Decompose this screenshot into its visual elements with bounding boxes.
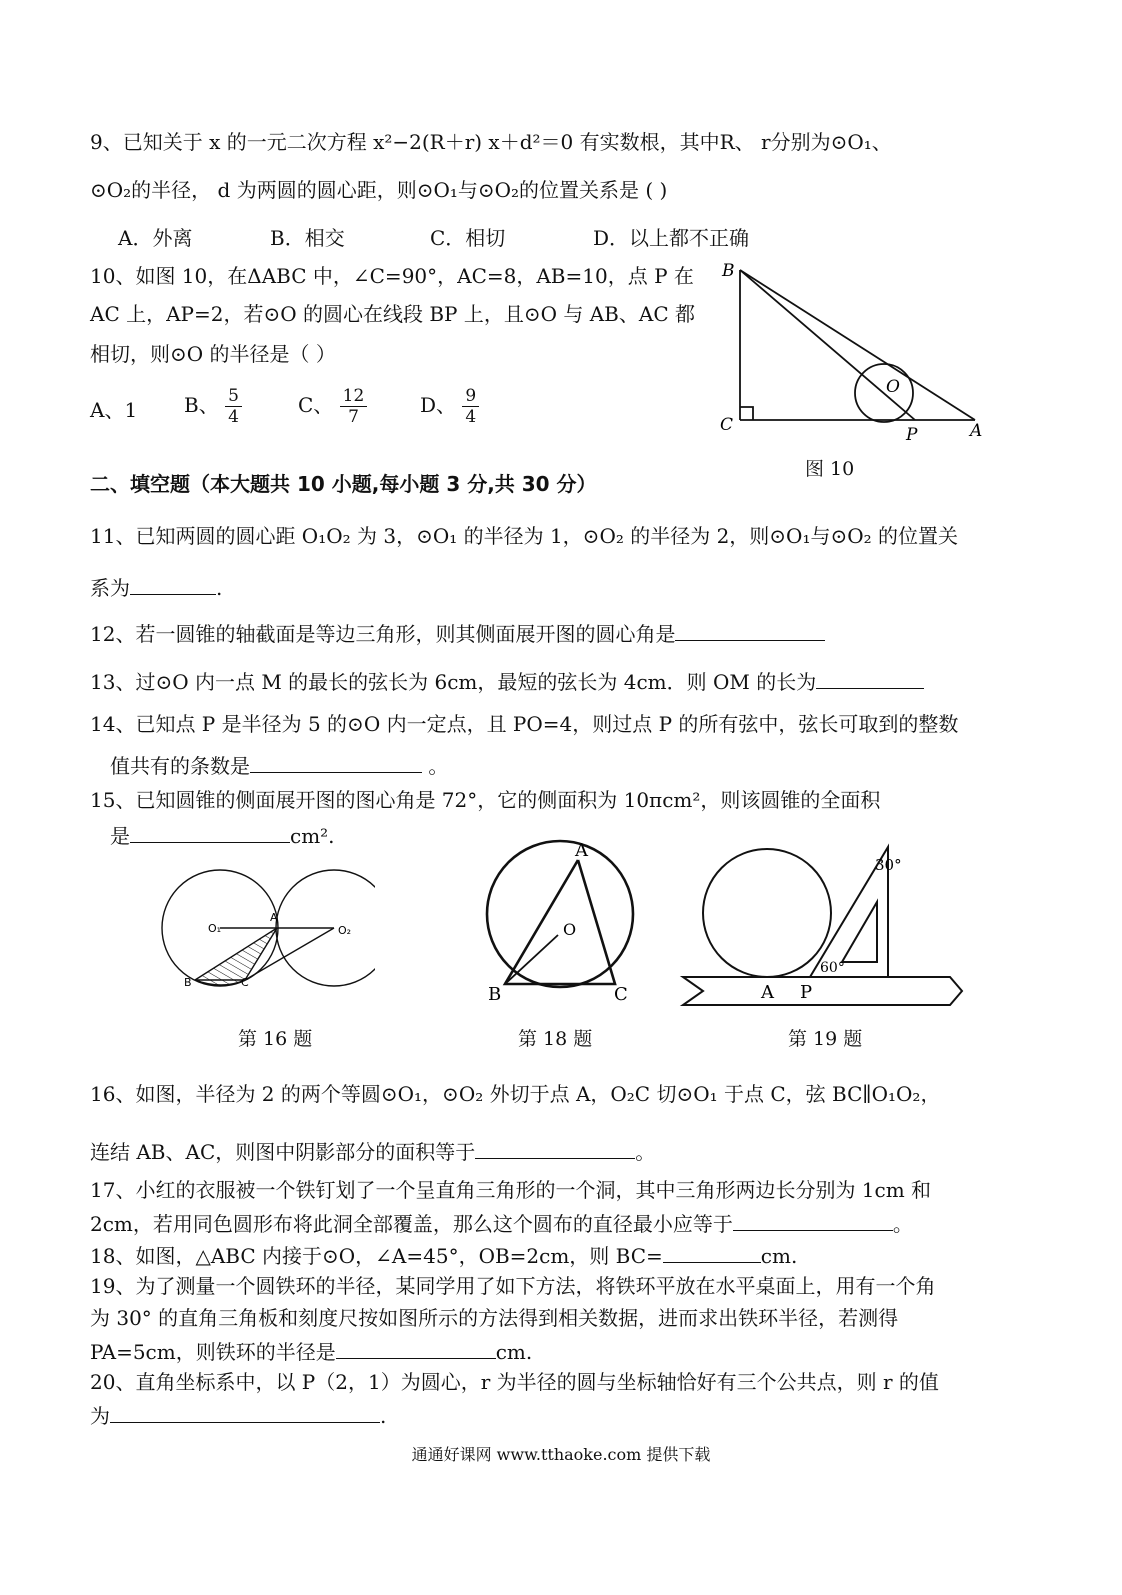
- fig19-label-p: P: [800, 982, 813, 1003]
- q18-text: 18、如图，△ABC 内接于⊙O，∠A=45°，OB=2cm，则 BC=: [90, 1244, 663, 1268]
- q9-option-b: B．相交: [270, 226, 345, 250]
- q13-answer-blank[interactable]: [816, 666, 924, 689]
- q12-answer-blank[interactable]: [675, 618, 825, 641]
- q10-line3: 相切，则⊙O 的半径是（ ）: [90, 342, 336, 366]
- q12-line: [90, 618, 825, 648]
- fig10-segment-bp: [740, 270, 915, 420]
- q18-line: [90, 1240, 797, 1270]
- q19-line3: [90, 1336, 532, 1366]
- q10-option-b-num: 5: [225, 386, 242, 407]
- fig18-circle-o: [487, 841, 633, 987]
- q19-line2: 为 30° 的直角三角板和刻度尺按如图所示的方法得到相关数据，进而求出铁环半径，若测得: [90, 1306, 899, 1330]
- fig19-ring-circle: [703, 849, 831, 977]
- q19-line1: 19、为了测量一个圆铁环的半径，某同学用了如下方法，将铁环平放在水平桌面上，用有一个角: [90, 1274, 936, 1298]
- figure-16: [155, 862, 375, 1002]
- q16-line2: [90, 1136, 655, 1166]
- fig10-label-a: A: [970, 421, 983, 441]
- q11-line1: 11、已知两圆的圆心距 O₁O₂ 为 3，⊙O₁ 的半径为 1，⊙O₂ 的半径为 2，则⊙O₁与⊙O₂ 的位置关: [90, 524, 958, 548]
- fig18-label-c: C: [614, 984, 628, 1005]
- q11-line2-text: 系为: [90, 576, 130, 600]
- q10-option-c-num: 12: [340, 386, 368, 407]
- fig10-right-angle-mark: [740, 407, 753, 420]
- fig18-label-a: A: [575, 840, 588, 861]
- q13-text: 13、过⊙O 内一点 M 的最长的弦长为 6cm，最短的弦长为 4cm．则 OM 的长为: [90, 670, 817, 694]
- fig16-label-b: B: [184, 976, 192, 989]
- q19-answer-blank[interactable]: [336, 1336, 496, 1359]
- fig19-label-a: A: [761, 982, 774, 1003]
- q10-option-b-fraction: [225, 386, 242, 427]
- fig18-label-b: B: [488, 984, 502, 1005]
- fig16-label-o1: O₁: [208, 922, 222, 935]
- q20-line2-end: .: [380, 1404, 387, 1428]
- fig16-label-c: C: [241, 976, 249, 989]
- q9-line1: 9、已知关于 x 的一元二次方程 x²−2(R＋r) x＋d²＝0 有实数根，其中R、 r分别为⊙O₁、: [90, 130, 892, 154]
- q16-line2-end: 。: [635, 1140, 656, 1164]
- fig10-caption: 图 10: [805, 458, 855, 480]
- q16-line1: 16、如图，半径为 2 的两个等圆⊙O₁，⊙O₂ 外切于点 A，O₂C 切⊙O₁ 于点 C，弦 BC∥O₁O₂，: [90, 1082, 941, 1106]
- fig19-label-angle30: 30°: [875, 856, 902, 874]
- q10-option-b: [184, 386, 242, 427]
- q15-line2-end: cm².: [290, 824, 335, 848]
- q10-option-c: [298, 386, 367, 427]
- fig16-label-a: A: [270, 911, 278, 924]
- fig16-caption: 第 16 题: [238, 1028, 313, 1050]
- fig16-label-o2: O₂: [338, 924, 352, 937]
- q11-line2-end: .: [216, 576, 223, 600]
- fig18-caption: 第 18 题: [518, 1028, 593, 1050]
- q16-answer-blank[interactable]: [475, 1136, 635, 1159]
- fig16-shaded-region: [195, 928, 277, 985]
- q15-answer-blank[interactable]: [130, 820, 290, 843]
- q12-text: 12、若一圆锥的轴截面是等边三角形，则其侧面展开图的圆心角是: [90, 622, 676, 646]
- fig10-label-c: C: [720, 415, 734, 435]
- q19-line3-end: cm.: [495, 1340, 533, 1364]
- q10-option-b-den: 4: [228, 407, 239, 427]
- q14-answer-blank[interactable]: [250, 750, 422, 773]
- q15-line2: [110, 820, 335, 850]
- figure-18: [475, 838, 645, 1008]
- fig10-side-ba: [740, 270, 975, 420]
- q14-line2-text: 值共有的条数是: [110, 754, 250, 778]
- q10-option-d-fraction: [462, 386, 479, 427]
- q17-line2-end: 。: [892, 1212, 913, 1236]
- fig18-triangle-abc: [505, 860, 615, 984]
- section-heading-fill-in: 二、填空题（本大题共 10 小题,每小题 3 分,共 30 分）: [90, 472, 597, 496]
- page-footer: 通通好课网 www.tthaoke.com 提供下载: [411, 1445, 711, 1464]
- figure-19: [675, 838, 975, 1018]
- q14-line2-end: 。: [422, 754, 449, 778]
- q14-line1: 14、已知点 P 是半径为 5 的⊙O 内一定点，且 PO=4，则过点 P 的所有弦中，弦长可取到的整数: [90, 712, 959, 736]
- q20-line2: [90, 1400, 386, 1430]
- q18-answer-blank[interactable]: [663, 1240, 761, 1263]
- q9-option-a: A．外离: [118, 226, 193, 250]
- q15-line2-text: 是: [110, 824, 130, 848]
- q9-line2: ⊙O₂的半径， d 为两圆的圆心距，则⊙O₁与⊙O₂的位置关系是 ( ): [90, 178, 668, 202]
- q19-line3-text: PA=5cm，则铁环的半径是: [90, 1340, 336, 1364]
- q10-option-d-den: 4: [465, 407, 477, 427]
- fig10-label-p: P: [906, 425, 918, 445]
- fig19-ruler: [683, 977, 962, 1005]
- q9-option-d: D．以上都不正确: [593, 226, 750, 250]
- figure-10: [715, 258, 995, 448]
- q17-line2: [90, 1208, 913, 1238]
- q17-answer-blank[interactable]: [733, 1208, 893, 1231]
- fig18-radius-ob: [505, 935, 558, 984]
- q17-line2-text: 2cm，若用同色圆形布将此洞全部覆盖，那么这个圆布的直径最小应等于: [90, 1212, 733, 1236]
- q20-line2-text: 为: [90, 1404, 110, 1428]
- q10-option-d-num: 9: [462, 386, 479, 407]
- fig19-caption: 第 19 题: [788, 1028, 863, 1050]
- q10-option-b-label: B、: [184, 393, 219, 417]
- q17-line1: 17、小红的衣服被一个铁钉划了一个呈直角三角形的一个洞，其中三角形两边长分别为 1cm 和: [90, 1178, 932, 1202]
- q13-line: [90, 666, 924, 696]
- q9-option-c: C．相切: [430, 226, 506, 250]
- fig10-label-b: B: [722, 261, 735, 281]
- fig10-label-o: O: [886, 377, 900, 397]
- q10-option-c-den: 7: [348, 407, 359, 427]
- q10-option-a: A、1: [90, 398, 138, 422]
- q10-line2: AC 上，AP=2，若⊙O 的圆心在线段 BP 上，且⊙O 与 AB、AC 都: [90, 302, 695, 326]
- q15-line1: 15、已知圆锥的侧面展开图的图心角是 72°，它的侧面积为 10πcm²，则该圆锥的全面积: [90, 788, 881, 812]
- fig19-label-angle60: 60°: [820, 960, 845, 976]
- q11-answer-blank[interactable]: [130, 572, 216, 595]
- q20-line1: 20、直角坐标系中，以 P（2，1）为圆心，r 为半径的圆与坐标轴恰好有三个公共点，则 r 的值: [90, 1370, 939, 1394]
- fig18-label-o: O: [563, 920, 577, 939]
- q10-option-c-fraction: [340, 386, 368, 427]
- q11-line2: [90, 572, 222, 602]
- q10-option-d-label: D、: [420, 393, 457, 417]
- q20-answer-blank[interactable]: [110, 1400, 380, 1423]
- q18-text-end: cm.: [760, 1244, 798, 1268]
- fig19-set-square-inner: [842, 902, 877, 962]
- q10-line1: 10、如图 10，在ΔABC 中，∠C=90°，AC=8，AB=10，点 P 在: [90, 264, 694, 288]
- q10-option-d: [420, 386, 479, 427]
- q10-option-c-label: C、: [298, 393, 334, 417]
- q16-line2-text: 连结 AB、AC，则图中阴影部分的面积等于: [90, 1140, 476, 1164]
- q14-line2: [110, 750, 448, 780]
